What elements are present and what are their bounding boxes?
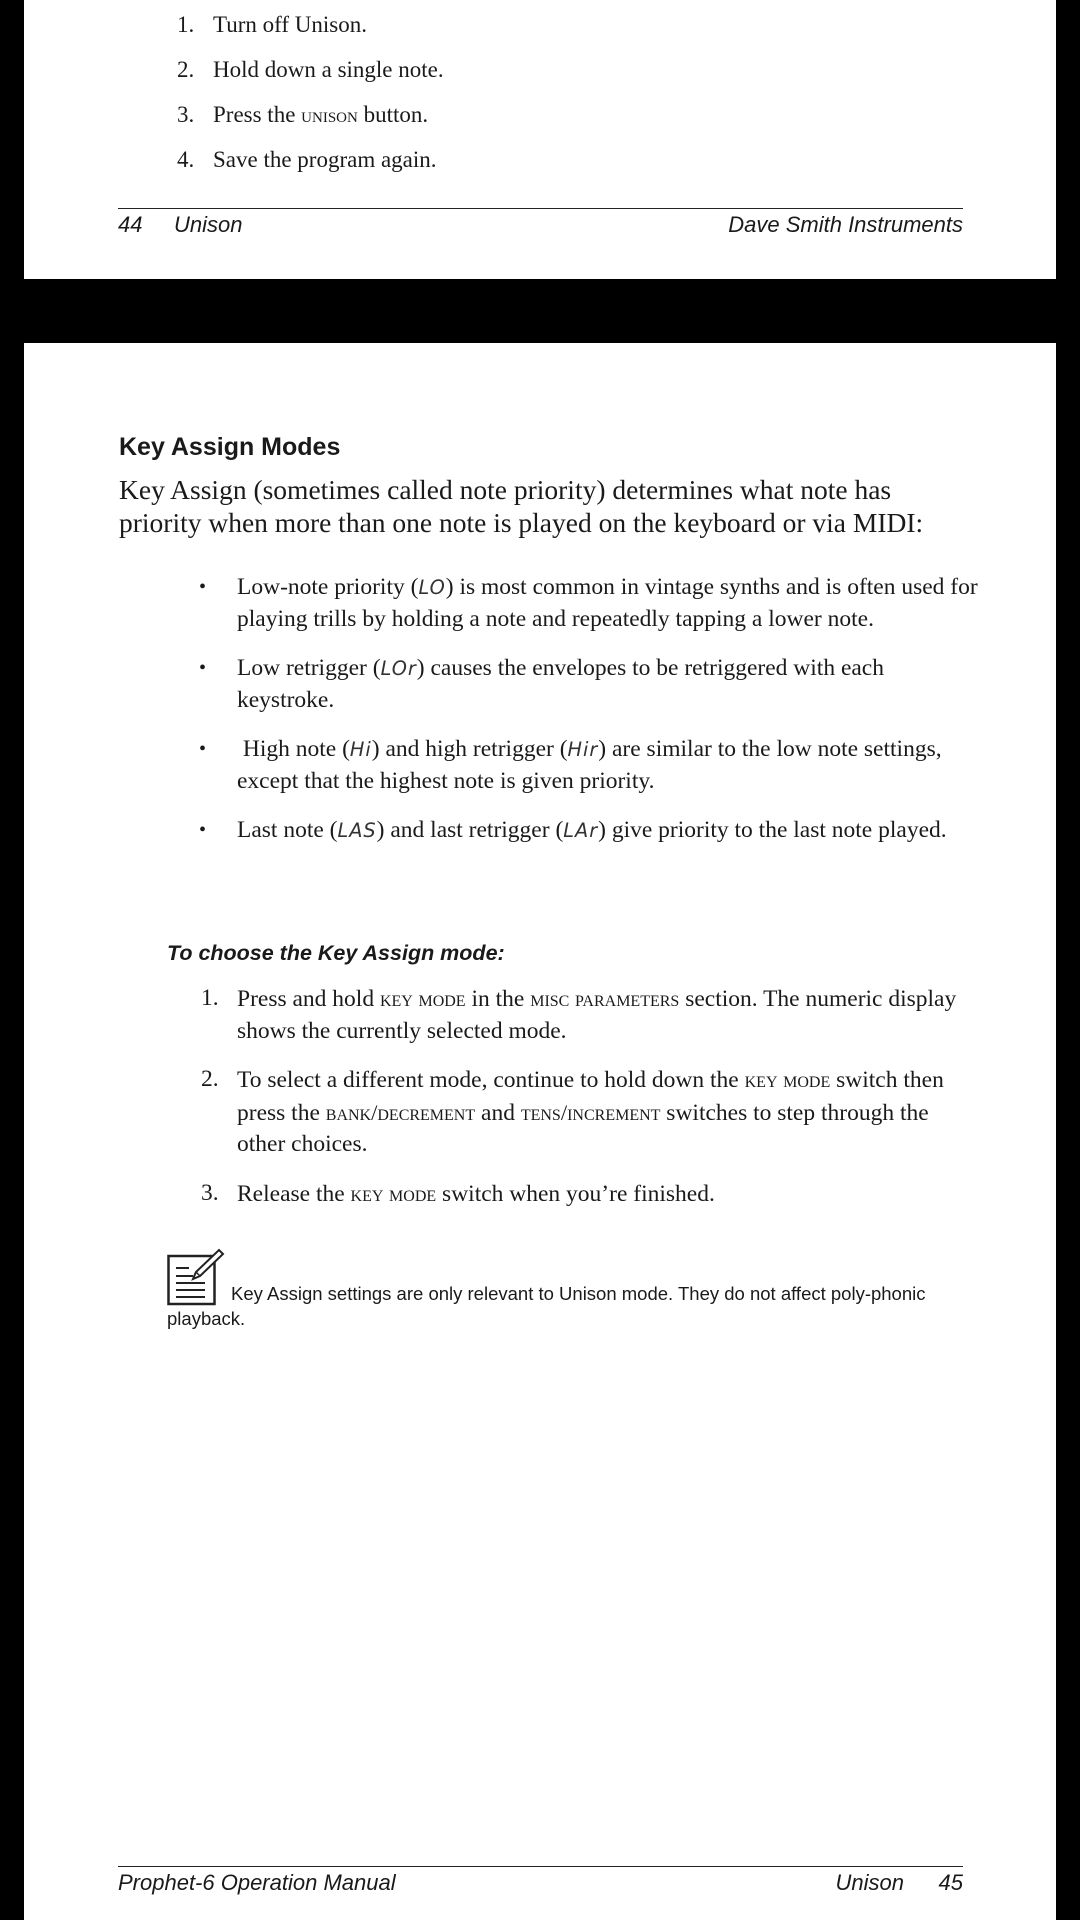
bullet-text: High note ( — [237, 736, 350, 762]
footer-section: Unison — [835, 1870, 904, 1895]
page-44 — [24, 0, 1056, 279]
footer-page-number: 45 — [938, 1870, 963, 1895]
bullet-text: Last note ( — [237, 817, 338, 843]
bullet-icon: • — [199, 738, 207, 760]
step-number: 3. — [201, 1179, 219, 1206]
list-item — [119, 734, 979, 797]
list-item — [119, 572, 979, 635]
bullet-icon: • — [199, 819, 207, 841]
note-pencil-icon — [167, 1248, 225, 1306]
control-name: key mode — [350, 1180, 437, 1206]
list-item — [177, 56, 444, 84]
step-text: Hold down a single note. — [213, 57, 444, 82]
list-item — [119, 1064, 979, 1161]
footer-manual-title: Prophet-6 Operation Manual — [118, 1870, 396, 1895]
step-text: switch when you’re finished. — [436, 1180, 715, 1207]
bullet-text: ) causes the envelopes to be retriggered with each keystroke. — [237, 655, 884, 713]
step-text: and — [475, 1099, 521, 1126]
footer-rule — [118, 208, 963, 209]
step-number: 1. — [201, 985, 219, 1011]
bullet-text: ) give priority to the last note played. — [598, 817, 947, 843]
step-text: Press the — [213, 102, 302, 127]
step-text: section. The numeric display shows the currently selected mode. — [237, 986, 957, 1044]
display-code: LO — [418, 576, 446, 599]
intro-paragraph: Key Assign (sometimes called note priority) determines what note has priority when more than one note is played on the keyboard or via MIDI: — [119, 474, 924, 538]
step-number: 4. — [177, 147, 195, 172]
step-text: button. — [357, 102, 429, 127]
control-name: tens/increment — [520, 1099, 661, 1125]
key-assign-modes-list — [119, 572, 979, 865]
display-code: Hi — [349, 738, 372, 761]
step-text: switch then press the — [237, 1067, 944, 1126]
note-text: Key Assign settings are only relevant to Unison mode. They do not affect poly-phonic playback. — [167, 1283, 926, 1329]
button-name: unison — [301, 102, 358, 127]
step-text: switches to step through the other choices. — [237, 1099, 929, 1157]
display-code: Hir — [567, 738, 599, 761]
list-item — [119, 653, 979, 716]
procedure-title: To choose the Key Assign mode: — [167, 941, 505, 965]
footer-section: Unison — [174, 212, 243, 237]
bullet-text: ) are similar to the low note settings, except that the highest note is given priority. — [237, 736, 942, 794]
list-item — [177, 146, 437, 174]
step-number: 2. — [177, 57, 195, 82]
bullet-text: ) and last retrigger ( — [376, 817, 564, 843]
list-item — [119, 1178, 979, 1211]
note-callout — [167, 1248, 987, 1331]
list-item — [119, 815, 979, 847]
step-number: 1. — [177, 12, 195, 37]
control-name: key mode — [744, 1067, 831, 1092]
control-name: bank/decrement — [325, 1099, 476, 1125]
bullet-text: Low retrigger ( — [237, 655, 381, 681]
bullet-text: ) and high retrigger ( — [371, 736, 568, 762]
footer-page-number: 44 — [118, 212, 143, 237]
step-text: Release the — [237, 1180, 351, 1207]
step-number: 3. — [177, 102, 195, 127]
control-name: key mode — [379, 986, 466, 1011]
step-text: in the — [465, 986, 531, 1012]
list-item — [177, 11, 367, 39]
step-text: Turn off Unison. — [213, 12, 368, 37]
step-text: Press and hold — [237, 986, 380, 1012]
bullet-icon: • — [199, 657, 207, 679]
display-code: LAr — [563, 819, 599, 842]
list-item — [177, 101, 428, 129]
footer-rule — [118, 1866, 963, 1867]
footer-brand: Dave Smith Instruments — [728, 212, 963, 237]
display-code: LOr — [380, 657, 417, 680]
bullet-text: ) is most common in vintage synths and is often used for playing trills by holding a note and repeatedly tapping a lower note. — [237, 574, 978, 632]
step-text: Save the program again. — [213, 147, 437, 172]
bullet-text: Low-note priority ( — [237, 574, 419, 600]
step-number: 2. — [201, 1066, 219, 1092]
control-name: misc parameters — [530, 986, 680, 1011]
page-45 — [24, 343, 1056, 1920]
list-item — [119, 983, 979, 1047]
section-heading: Key Assign Modes — [119, 433, 341, 461]
procedure-steps-list — [119, 983, 979, 1227]
step-text: To select a different mode, continue to hold down the — [237, 1067, 745, 1093]
display-code: LAS — [337, 819, 377, 842]
bullet-icon: • — [199, 576, 207, 598]
